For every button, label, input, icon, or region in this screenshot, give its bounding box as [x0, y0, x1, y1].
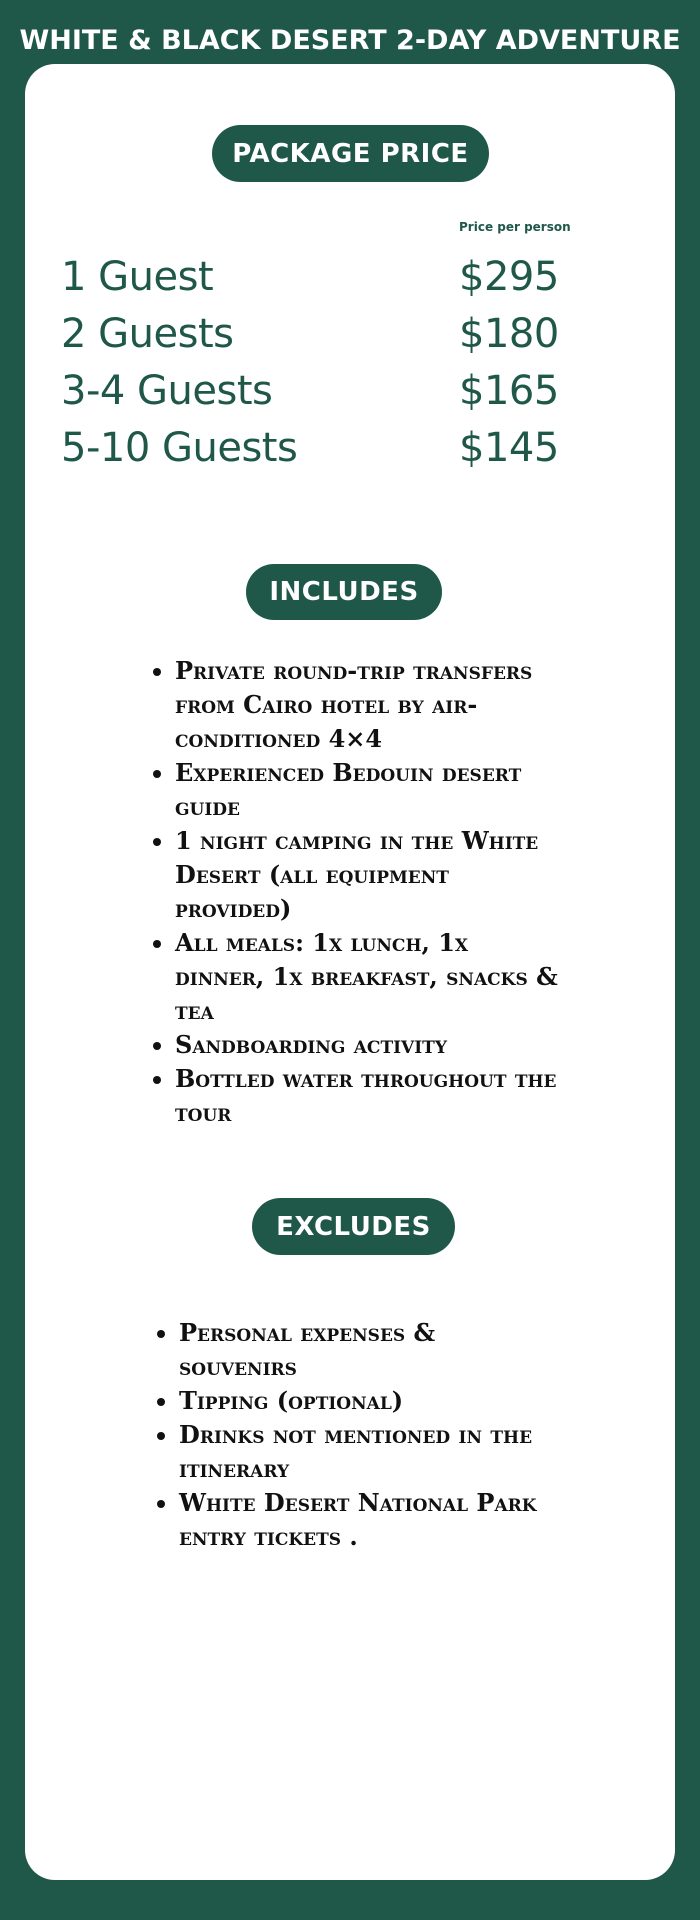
- list-item: Tipping (optional): [157, 1384, 557, 1418]
- guest-count: 3-4 Guests: [61, 368, 273, 414]
- list-item: White Desert National Park entry tickets .: [157, 1486, 557, 1554]
- price-row: [61, 363, 621, 420]
- price-amount: $165: [459, 368, 559, 414]
- price-row: [61, 249, 621, 306]
- includes-list: [153, 654, 563, 1130]
- excludes-heading: EXCLUDES: [252, 1198, 455, 1255]
- list-item: Bottled water throughout the tour: [153, 1062, 563, 1130]
- list-item: Drinks not mentioned in the itinerary: [157, 1418, 557, 1486]
- price-amount: $145: [459, 425, 559, 471]
- price-per-person-note: Price per person: [459, 220, 571, 234]
- content-card: [25, 64, 675, 1880]
- price-row: [61, 306, 621, 363]
- list-item: 1 night camping in the White Desert (all equipment provided): [153, 824, 563, 926]
- includes-heading: INCLUDES: [246, 564, 442, 620]
- guest-count: 2 Guests: [61, 311, 234, 357]
- list-item: Experienced Bedouin desert guide: [153, 756, 563, 824]
- package-price-heading: PACKAGE PRICE: [212, 125, 489, 182]
- list-item: Sandboarding activity: [153, 1028, 563, 1062]
- list-item: All meals: 1x lunch, 1x dinner, 1x breakfast, snacks & tea: [153, 926, 563, 1028]
- list-item: Personal expenses & souvenirs: [157, 1316, 557, 1384]
- guest-count: 1 Guest: [61, 254, 214, 300]
- price-row: [61, 420, 621, 477]
- price-amount: $295: [459, 254, 559, 300]
- page-title: WHITE & BLACK DESERT 2-DAY ADVENTURE: [19, 25, 681, 56]
- guest-count: 5-10 Guests: [61, 425, 298, 471]
- price-amount: $180: [459, 311, 559, 357]
- list-item: Private round-trip transfers from Cairo hotel by air-conditioned 4×4: [153, 654, 563, 756]
- excludes-list: [157, 1316, 557, 1554]
- price-table: [61, 249, 621, 477]
